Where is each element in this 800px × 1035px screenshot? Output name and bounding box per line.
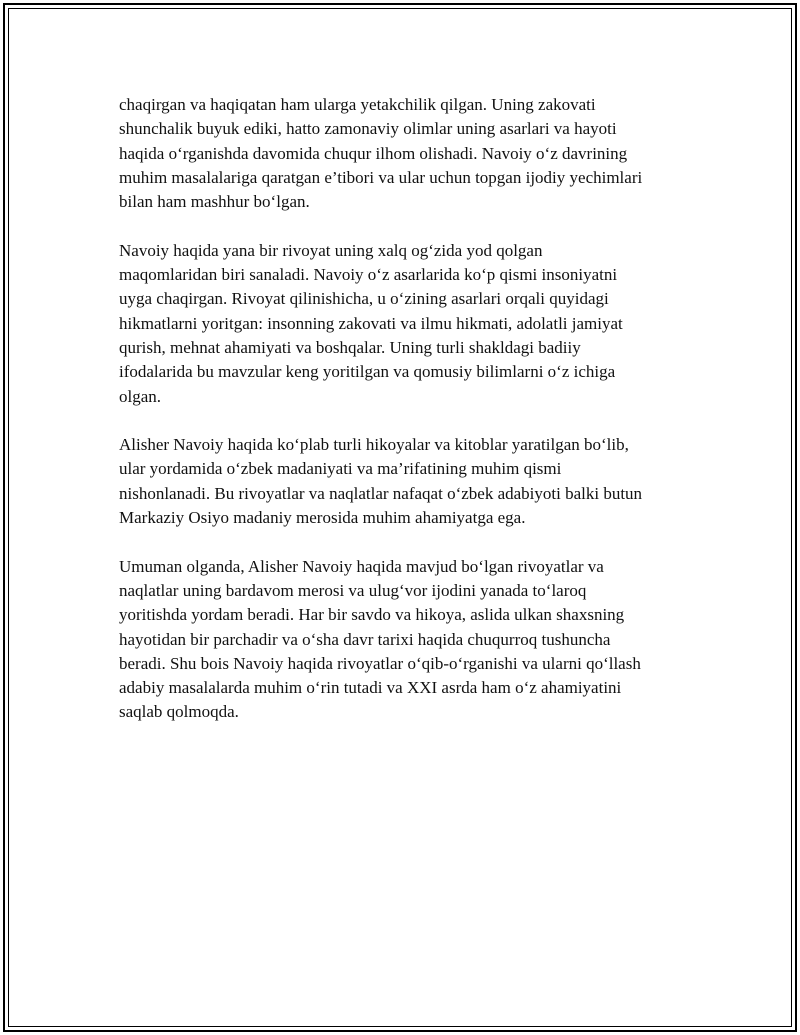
text-line: shunchalik buyuk ediki, hatto zamonaviy olimlar uning asarlari va hayoti: [119, 119, 617, 139]
paragraph: [119, 239, 699, 409]
text-line: bilan ham mashhur bo‘lgan.: [119, 192, 310, 212]
text-line: Alisher Navoiy haqida ko‘plab turli hikoyalar va kitoblar yaratilgan bo‘lib,: [119, 435, 629, 455]
text-line: olgan.: [119, 386, 162, 406]
text-line: qurish, mehnat ahamiyati va boshqalar. Uning turli shakldagi badiiy: [119, 337, 581, 357]
text-line: ular yordamida o‘zbek madaniyati va ma’rifatining muhim qismi: [119, 459, 562, 479]
document-body: [119, 93, 699, 749]
text-line: muhim masalalariga qaratgan e’tibori va ular uchun topgan ijodiy yechimlari: [119, 167, 643, 187]
text-line: hayotidan bir parchadir va o‘sha davr tarixi haqida chuqurroq tushuncha: [119, 629, 611, 649]
text-line: Markaziy Osiyo madaniy merosida muhim ahamiyatga ega.: [119, 508, 526, 528]
text-line: haqida o‘rganishda davomida chuqur ilhom olishadi. Navoiy o‘z davrining: [119, 143, 628, 163]
text-line: saqlab qolmoqda.: [119, 702, 239, 722]
text-line: chaqirgan va haqiqatan ham ularga yetakchilik qilgan. Uning zakovati: [119, 95, 596, 114]
text-line: adabiy masalalarda muhim o‘rin tutadi va XXI asrda ham o‘z ahamiyatini: [119, 678, 622, 698]
text-line: nishonlanadi. Bu rivoyatlar va naqlatlar nafaqat o‘zbek adabiyoti balki butun: [119, 483, 643, 503]
text-line: naqlatlar uning bardavom merosi va ulug‘vor ijodini yanada to‘laroq: [119, 580, 587, 600]
text-line: yoritishda yordam beradi. Har bir savdo va hikoya, aslida ulkan shaxsning: [119, 605, 625, 625]
text-line: Umuman olganda, Alisher Navoiy haqida mavjud bo‘lgan rivoyatlar va: [119, 556, 604, 576]
paragraph: [119, 433, 699, 530]
paragraph: [119, 93, 699, 214]
paragraph: [119, 555, 699, 725]
text-line: Navoiy haqida yana bir rivoyat uning xalq og‘zida yod qolgan: [119, 240, 543, 260]
text-line: beradi. Shu bois Navoiy haqida rivoyatlar o‘qib-o‘rganishi va ularni qo‘llash: [119, 653, 641, 673]
text-line: hikmatlarni yoritgan: insonning zakovati va ilmu hikmati, adolatli jamiyat: [119, 313, 623, 333]
text-line: ifodalarida bu mavzular keng yoritilgan va qomusiy bilimlarni o‘z ichiga: [119, 362, 616, 382]
text-line: maqomlaridan biri sanaladi. Navoiy o‘z asarlarida ko‘p qismi insoniyatni: [119, 265, 618, 285]
text-line: uyga chaqirgan. Rivoyat qilinishicha, u o‘zining asarlari orqali quyidagi: [119, 289, 609, 309]
